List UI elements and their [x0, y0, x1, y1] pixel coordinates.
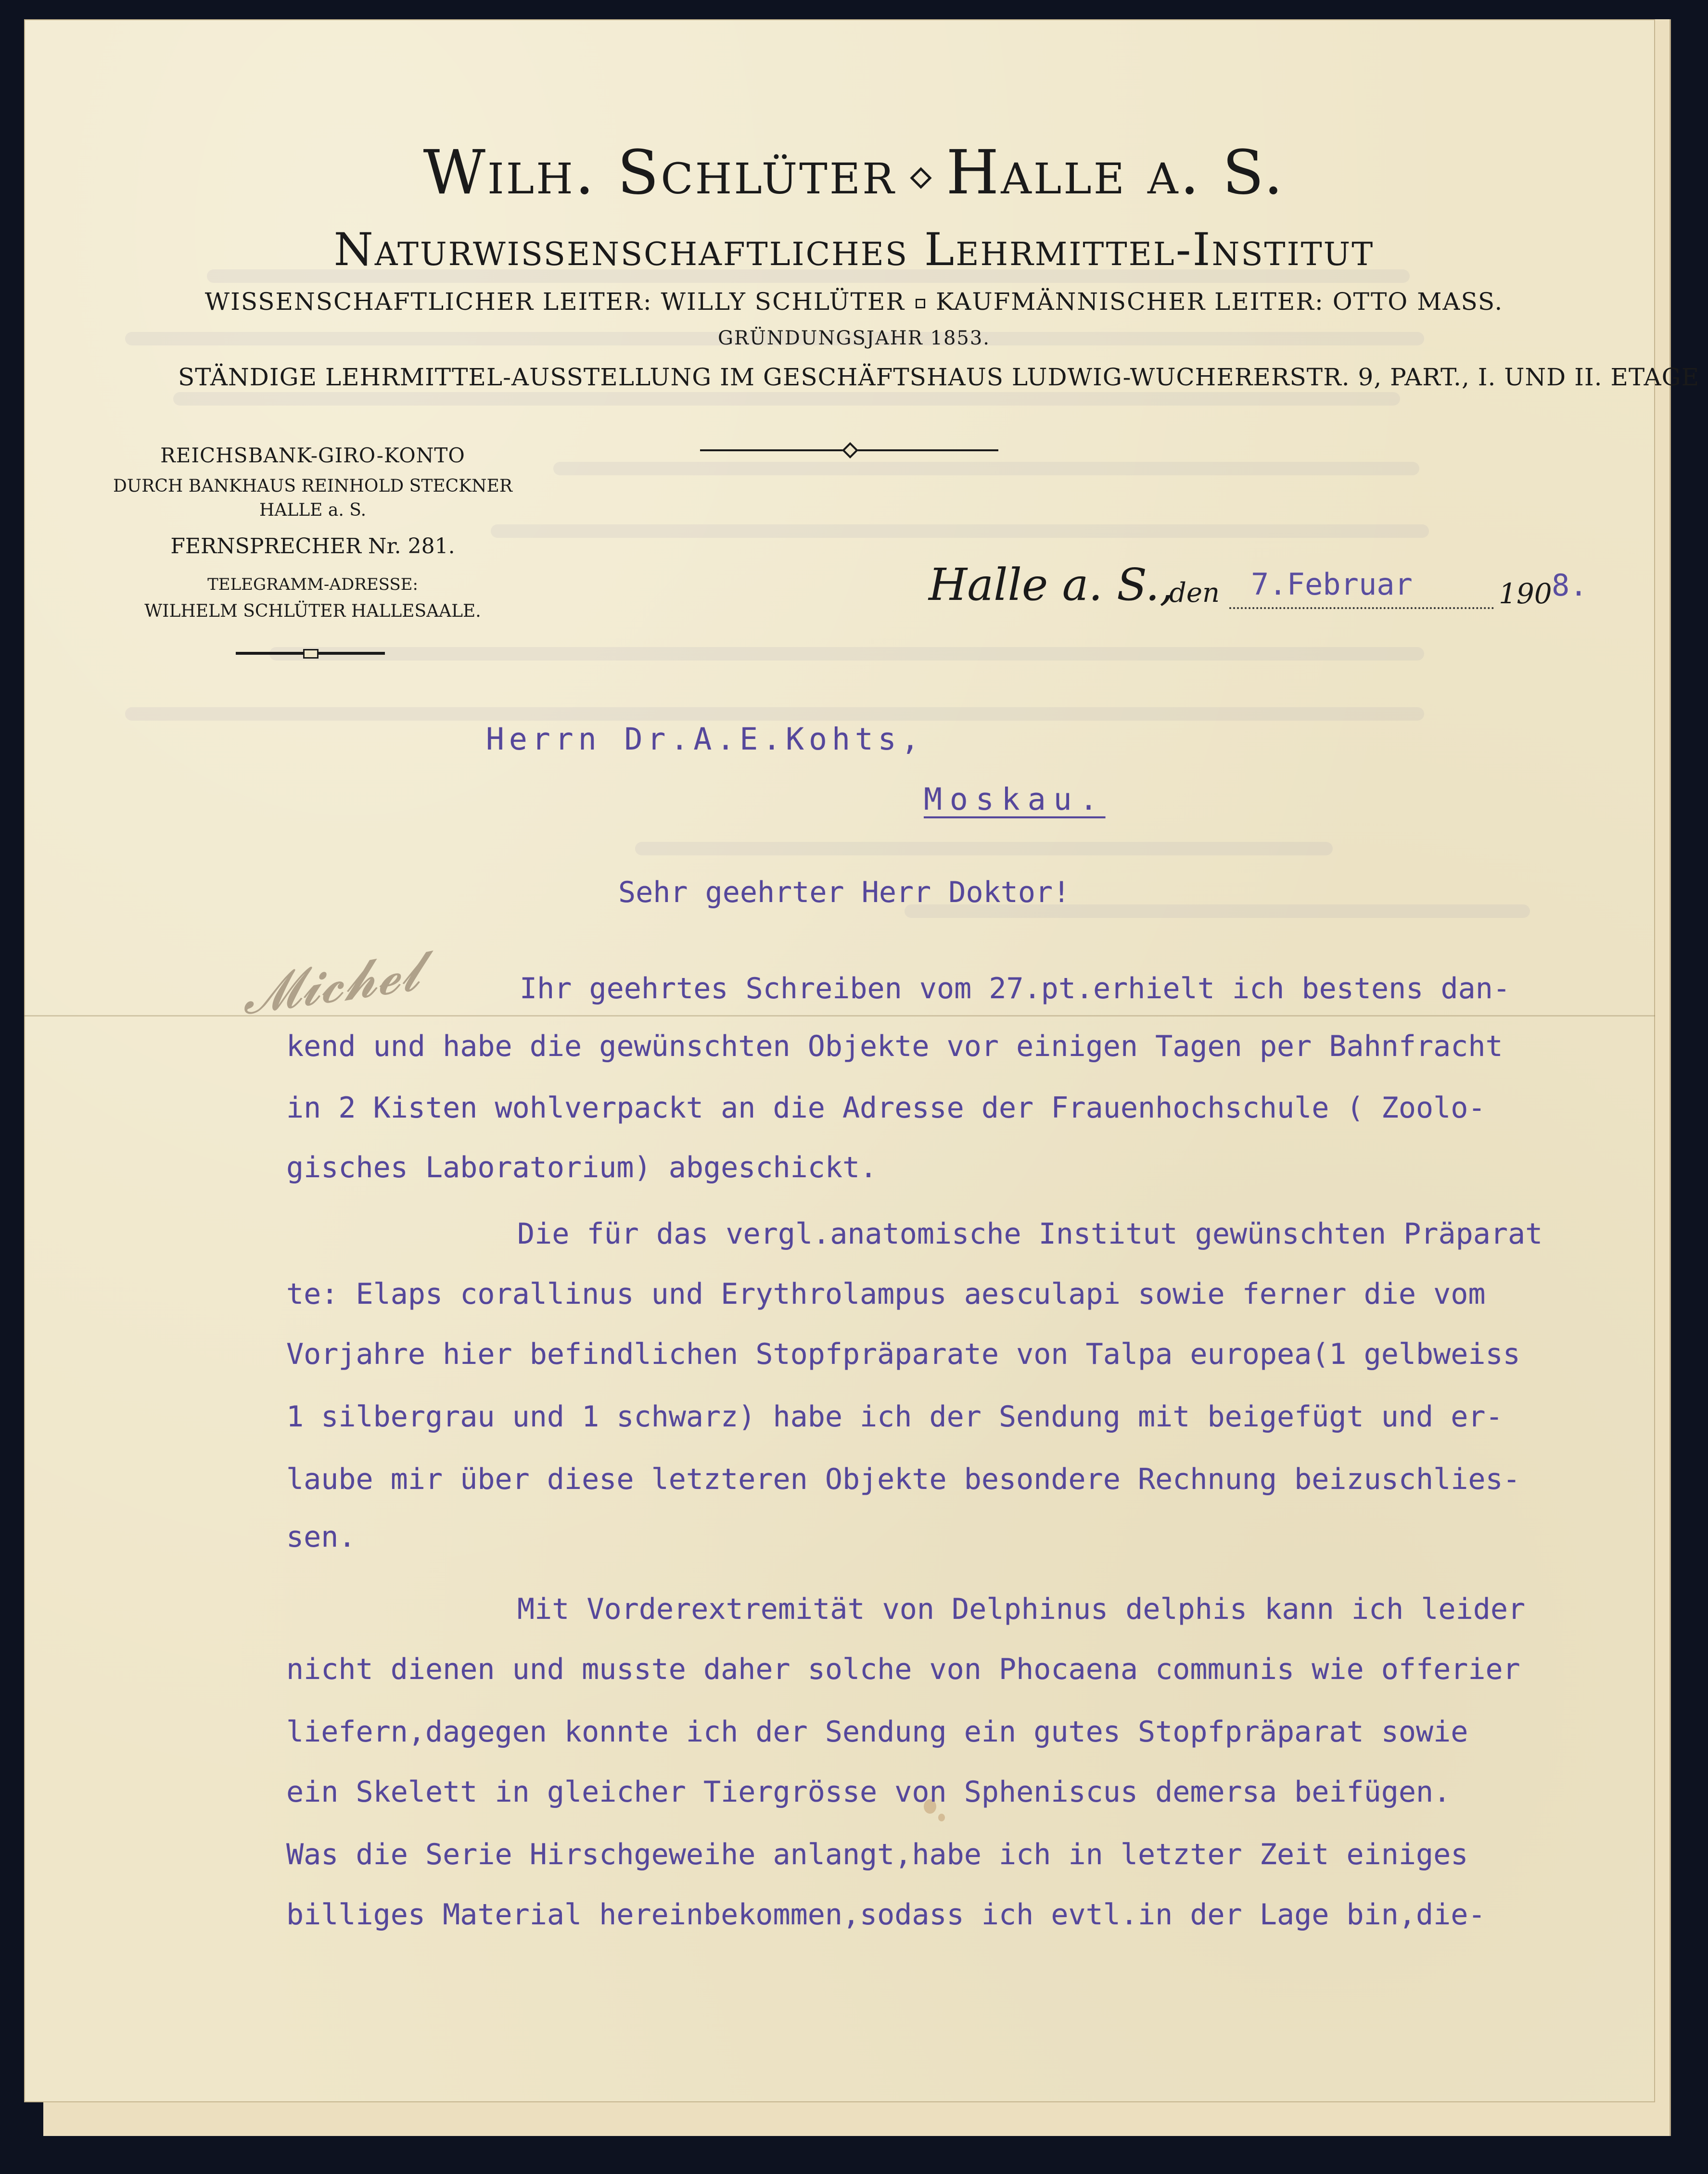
body-line-13: liefern,dagegen konnte ich der Sendung ein gutes Stopfpräparat sowie	[286, 1715, 1468, 1749]
phone-number: FERNSPRECHER Nr. 281.	[170, 534, 455, 559]
body-line-4: gisches Laboratorium) abgeschickt.	[286, 1151, 878, 1184]
commercial-leader: KAUFMÄNNISCHER LEITER: OTTO MASS.	[936, 288, 1504, 316]
exhibition-line: STÄNDIGE LEHRMITTEL-AUSSTELLUNG IM GESCHÄFTSHAUS LUDWIG-WUCHERERSTR. 9, PART., I. UND II. ETAGE	[178, 363, 1700, 391]
year-prefix: 190	[1499, 577, 1552, 610]
telegram-title: TELEGRAMM-ADRESSE:	[207, 575, 418, 594]
body-line-10: sen.	[286, 1520, 356, 1554]
stain-mark	[938, 1814, 945, 1821]
body-line-3: in 2 Kisten wohlverpackt an die Adresse der Frauenhochschule ( Zoolo-	[286, 1091, 1486, 1125]
body-line-1: Ihr geehrtes Schreiben vom 27.pt.erhielt ich bestens dan-	[520, 972, 1511, 1005]
body-line-14: ein Skelett in gleicher Tiergrösse von Spheniscus demersa beifügen.	[286, 1775, 1451, 1809]
body-line-8: 1 silbergrau und 1 schwarz) habe ich der Sendung mit beigefügt und er-	[286, 1400, 1503, 1434]
telegram-address: WILHELM SCHLÜTER HALLESAALE.	[144, 601, 481, 621]
body-line-16: billiges Material hereinbekommen,sodass ich evtl.in der Lage bin,die-	[286, 1898, 1486, 1932]
salutation: Sehr geehrter Herr Doktor!	[618, 876, 1071, 909]
body-line-15: Was die Serie Hirschgeweihe anlangt,habe ich in letzter Zeit einiges	[286, 1838, 1468, 1871]
year-suffix: 8.	[1552, 568, 1588, 603]
body-line-11: Mit Vorderextremität von Delphinus delphis kann ich leider	[517, 1592, 1526, 1626]
body-line-7: Vorjahre hier befindlichen Stopfpräparate von Talpa europea(1 gelbweiss	[286, 1337, 1520, 1371]
diamond-ornament-icon	[910, 167, 932, 189]
company-subtitle: Naturwissenschaftliches Lehrmittel-Institut	[333, 224, 1375, 276]
body-line-12: nicht dienen und musste daher solche von Phocaena communis wie offerier	[286, 1653, 1520, 1686]
founding-year: GRÜNDUNGSJAHR 1853.	[717, 327, 991, 349]
body-line-2: kend und habe die gewünschten Objekte vor einigen Tagen per Bahnfracht	[286, 1030, 1503, 1063]
square-ornament-icon	[916, 299, 925, 308]
body-line-5: Die für das vergl.anatomische Institut gewünschten Präparat	[517, 1217, 1543, 1251]
recipient-city: Moskau.	[924, 782, 1106, 817]
recipient-name: Herrn Dr.A.E.Kohts,	[486, 722, 924, 757]
place-text: Halle a. S.,	[929, 559, 1174, 610]
company-city: Halle a. S.	[946, 137, 1285, 208]
scientific-leader: WISSENSCHAFTLICHER LEITER: WILLY SCHLÜTER	[204, 288, 905, 316]
company-name: Wilh. Schlüter	[423, 137, 896, 208]
den-label: den	[1169, 577, 1220, 609]
date-value: 7.Februar	[1251, 567, 1413, 602]
bank-line-2: HALLE a. S.	[259, 500, 367, 520]
body-line-9: laube mir über diese letzteren Objekte besondere Rechnung beizuschlies-	[286, 1462, 1520, 1496]
date-underline	[1229, 607, 1494, 609]
company-title	[0, 137, 1708, 208]
leaders-line	[0, 288, 1708, 316]
header-divider-ornament	[700, 447, 998, 452]
bank-line-1: DURCH BANKHAUS REINHOLD STECKNER	[113, 476, 512, 496]
body-line-6: te: Elaps corallinus und Erythrolampus aesculapi sowie ferner die vom	[286, 1277, 1486, 1311]
left-divider-ornament	[236, 652, 385, 655]
bank-account-title: REICHSBANK-GIRO-KONTO	[160, 444, 465, 467]
pencil-signature-mark: 𝓜𝓲𝓬𝓱𝓮𝓵	[237, 940, 423, 1027]
